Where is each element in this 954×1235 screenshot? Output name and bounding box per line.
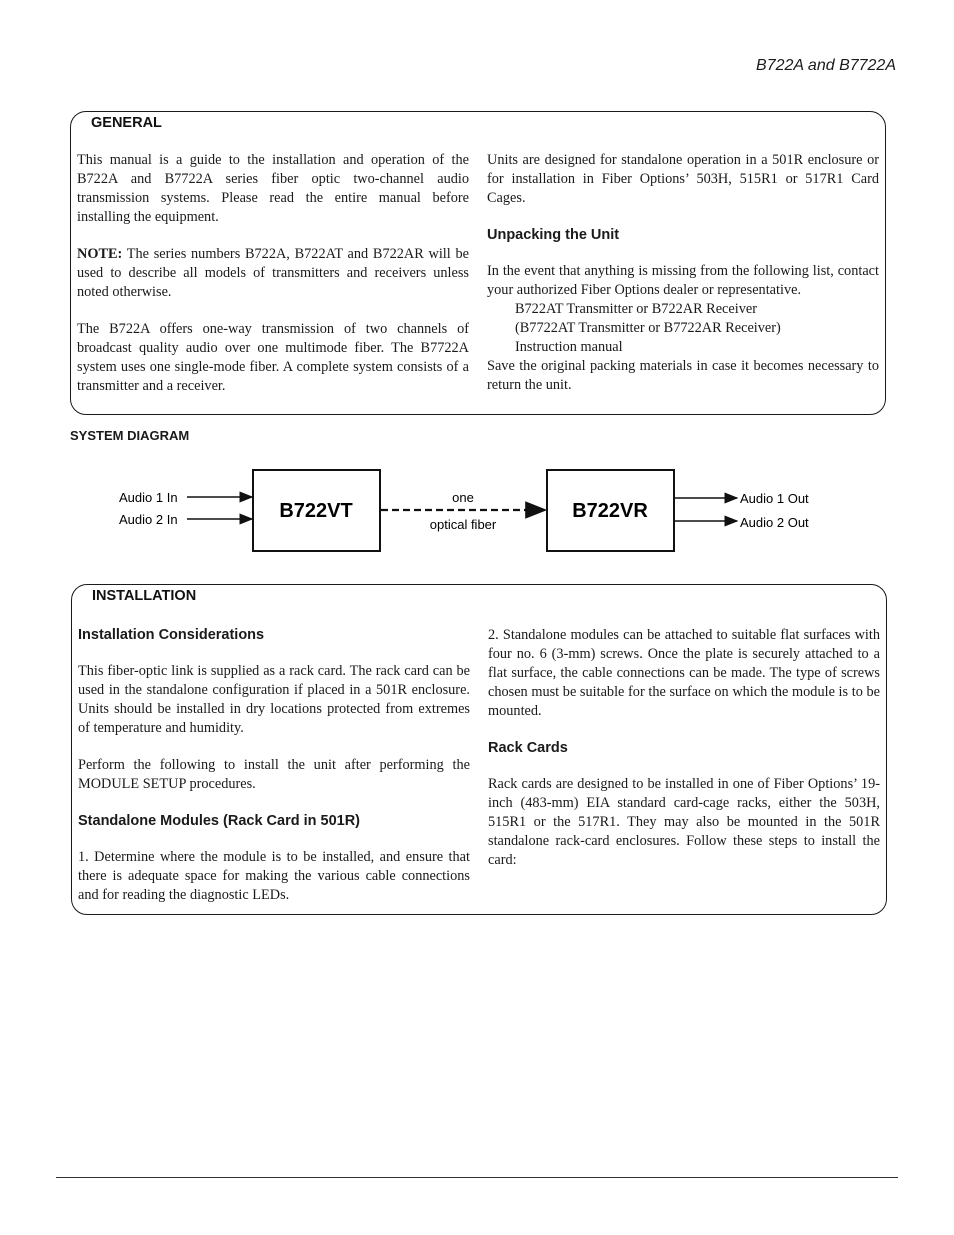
general-system-paragraph: The B722A offers one-way transmission of two channels of broadcast quality audio over one multimode fiber. The B7722A system uses one single-mode fiber. A complete system consists of a transmitter and a receiver. xyxy=(77,321,469,394)
step-2-paragraph: 2. Standalone modules can be attached to suitable flat surfaces with four no. 6 (3-mm) screws. Once the plate is securely attached to a flat surface, the cable connections can be made. The type of screws chosen must be suitable for the surface on which the module is to be mounted. xyxy=(488,627,880,719)
packing-list-item: B722AT Transmitter or B722AR Receiver xyxy=(515,301,757,317)
audio-1-in-label: Audio 1 In xyxy=(119,490,178,505)
installation-section-title: INSTALLATION xyxy=(92,588,197,604)
note-text: The series numbers B722A, B722AT and B722AR will be used to describe all models of transmitters and receivers unless noted otherwise. xyxy=(77,246,469,300)
general-intro-paragraph: This manual is a guide to the installation and operation of the B722A and B7722A series fiber optic two-channel audio transmission systems. Please read the entire manual before installing the equipment. xyxy=(77,152,469,225)
audio-1-out-label: Audio 1 Out xyxy=(740,491,809,506)
installation-right-column xyxy=(488,626,880,870)
rack-cards-paragraph: Rack cards are designed to be installed in one of Fiber Options’ 19-inch (483-mm) EIA standard card-cage racks, either the 503H, 515R1 or the 517R1. They may also be mounted in the 501R standalone rack-card enclosures. Follow these steps to install the card: xyxy=(488,776,880,868)
packing-list-item: (B7722AT Transmitter or B7722AR Receiver) xyxy=(515,320,781,336)
rack-card-paragraph: This fiber-optic link is supplied as a rack card. The rack card can be used in the standalone configuration if placed in a 501R enclosure. Units should be installed in dry locations protected from extremes of temperature and humidity. xyxy=(78,663,470,736)
audio-2-in-label: Audio 2 In xyxy=(119,512,178,527)
general-section-title: GENERAL xyxy=(91,115,162,131)
footer-divider xyxy=(56,1177,898,1178)
step-1-paragraph: 1. Determine where the module is to be installed, and ensure that there is adequate space for making the various cable connections and for reading the diagnostic LEDs. xyxy=(78,849,470,903)
fiber-label-bottom: optical fiber xyxy=(429,517,497,532)
general-note-paragraph xyxy=(77,245,469,302)
audio-2-out-label: Audio 2 Out xyxy=(740,515,809,530)
unpacking-paragraph: In the event that anything is missing from the following list, contact your authorized Fiber Options dealer or representative. xyxy=(487,263,879,298)
unpacking-heading: Unpacking the Unit xyxy=(487,227,620,243)
note-label: NOTE: xyxy=(77,246,123,262)
general-right-column xyxy=(487,151,879,395)
receiver-label: B722VR xyxy=(572,500,648,522)
fiber-label-top: one xyxy=(452,490,474,505)
save-packing-paragraph: Save the original packing materials in case it becomes necessary to return the unit. xyxy=(487,358,879,393)
installation-left-column xyxy=(78,626,470,905)
packing-list-item: Instruction manual xyxy=(515,339,623,355)
general-left-column xyxy=(77,151,469,396)
document-model-header: B722A and B7722A xyxy=(756,57,896,74)
standalone-modules-heading: Standalone Modules (Rack Card in 501R) xyxy=(78,813,361,829)
perform-following-paragraph: Perform the following to install the unit after performing the MODULE SETUP procedures. xyxy=(78,757,470,792)
rack-cards-heading: Rack Cards xyxy=(488,740,568,756)
system-diagram-title: SYSTEM DIAGRAM xyxy=(70,428,190,443)
system-diagram xyxy=(0,460,954,600)
installation-considerations-heading: Installation Considerations xyxy=(78,627,265,643)
transmitter-label: B722VT xyxy=(279,500,353,522)
general-enclosure-paragraph: Units are designed for standalone operation in a 501R enclosure or for installation in Fiber Options’ 503H, 515R1 or 517R1 Card Cages. xyxy=(487,152,879,206)
